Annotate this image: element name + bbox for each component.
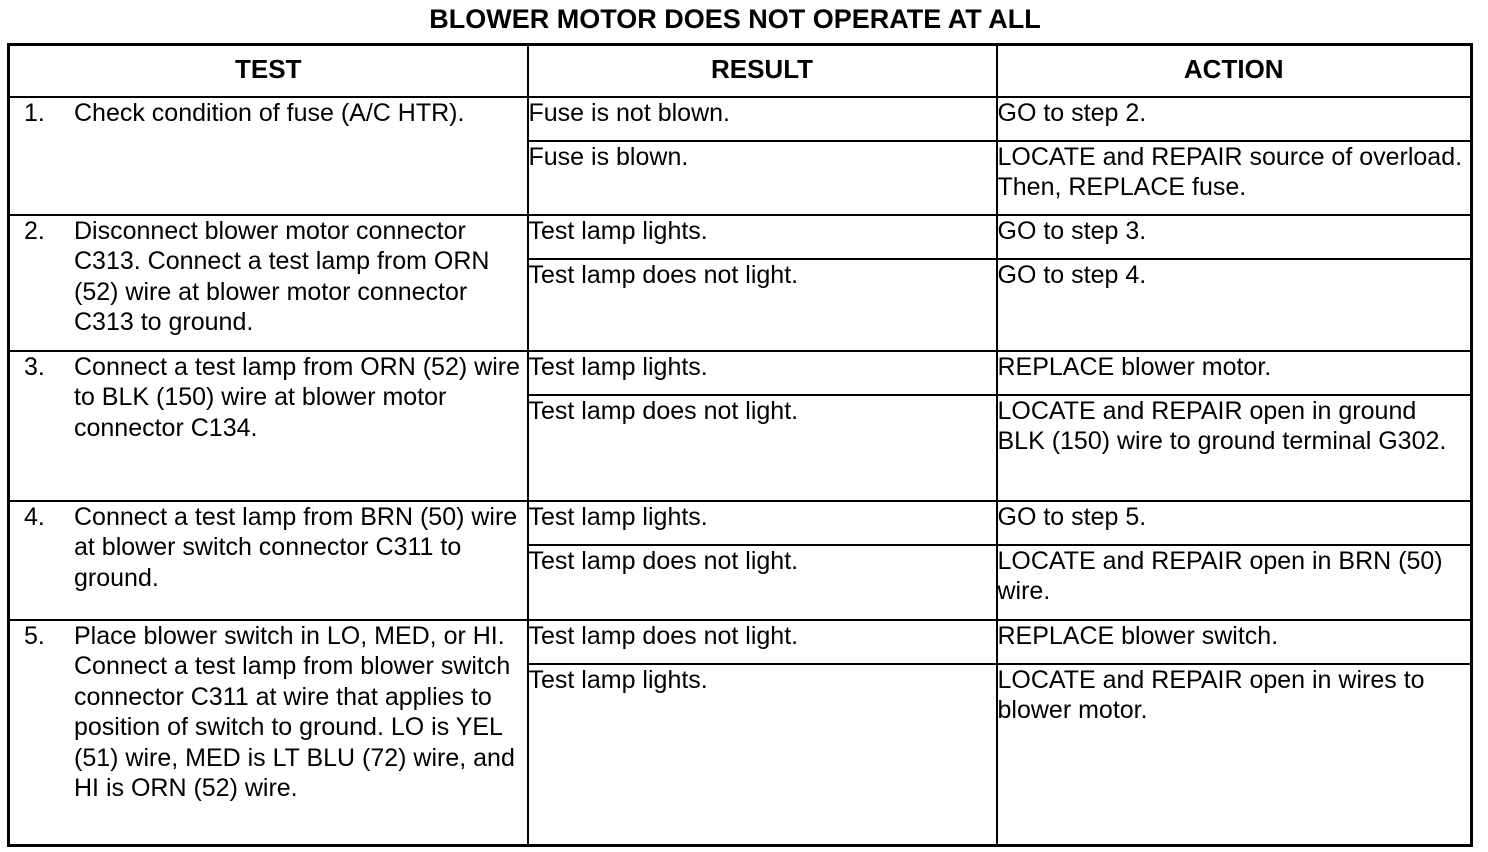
result-cell: Test lamp lights. bbox=[528, 501, 997, 545]
action-cell: REPLACE blower switch. bbox=[997, 620, 1472, 664]
action-cell: GO to step 3. bbox=[997, 215, 1472, 259]
test-text: Connect a test lamp from ORN (52) wire to BLK (150) wire at blower motor connector C134. bbox=[74, 352, 520, 442]
step-number: 5. bbox=[24, 621, 45, 650]
header-row bbox=[9, 45, 1472, 97]
test-text: Place blower switch in LO, MED, or HI. Connect a test lamp from blower switch connector C311 at wire that applies to position of switch to ground. LO is YEL (51) wire, MED is LT BLU (72) wire, and HI is ORN (52) wire. bbox=[74, 621, 515, 802]
action-cell: LOCATE and REPAIR open in ground BLK (150) wire to ground terminal G302. bbox=[997, 395, 1472, 501]
table-row bbox=[9, 215, 1472, 259]
action-cell: GO to step 5. bbox=[997, 501, 1472, 545]
test-cell bbox=[9, 97, 528, 215]
test-cell bbox=[9, 501, 528, 620]
action-cell: LOCATE and REPAIR open in BRN (50) wire. bbox=[997, 545, 1472, 620]
table-row bbox=[9, 501, 1472, 545]
action-cell: REPLACE blower motor. bbox=[997, 351, 1472, 395]
result-cell: Test lamp lights. bbox=[528, 351, 997, 395]
test-text: Disconnect blower motor connector C313. Connect a test lamp from ORN (52) wire at blower motor connector C313 to ground. bbox=[74, 216, 490, 336]
action-cell: LOCATE and REPAIR source of overload. Then, REPLACE fuse. bbox=[997, 141, 1472, 215]
test-text: Connect a test lamp from BRN (50) wire at blower switch connector C311 to ground. bbox=[74, 502, 518, 592]
diagnostic-table bbox=[7, 43, 1473, 847]
header-result: RESULT bbox=[528, 45, 997, 97]
result-cell: Test lamp lights. bbox=[528, 664, 997, 846]
test-cell bbox=[9, 351, 528, 501]
result-cell: Test lamp does not light. bbox=[528, 620, 997, 664]
action-cell: GO to step 2. bbox=[997, 97, 1472, 141]
result-cell: Fuse is not blown. bbox=[528, 97, 997, 141]
step-number: 2. bbox=[24, 216, 45, 245]
table-row bbox=[9, 620, 1472, 664]
result-cell: Fuse is blown. bbox=[528, 141, 997, 215]
action-cell: GO to step 4. bbox=[997, 259, 1472, 351]
action-cell: LOCATE and REPAIR open in wires to blower motor. bbox=[997, 664, 1472, 846]
step-number: 3. bbox=[24, 352, 45, 381]
test-cell bbox=[9, 620, 528, 846]
test-cell bbox=[9, 215, 528, 351]
step-number: 4. bbox=[24, 502, 45, 531]
test-text: Check condition of fuse (A/C HTR). bbox=[74, 98, 465, 127]
page-title: BLOWER MOTOR DOES NOT OPERATE AT ALL bbox=[429, 4, 1041, 34]
step-number: 1. bbox=[24, 98, 45, 127]
result-cell: Test lamp lights. bbox=[528, 215, 997, 259]
header-test: TEST bbox=[9, 45, 528, 97]
result-cell: Test lamp does not light. bbox=[528, 545, 997, 620]
table-row bbox=[9, 351, 1472, 395]
result-cell: Test lamp does not light. bbox=[528, 259, 997, 351]
result-cell: Test lamp does not light. bbox=[528, 395, 997, 501]
table-row bbox=[9, 97, 1472, 141]
header-action: ACTION bbox=[997, 45, 1472, 97]
